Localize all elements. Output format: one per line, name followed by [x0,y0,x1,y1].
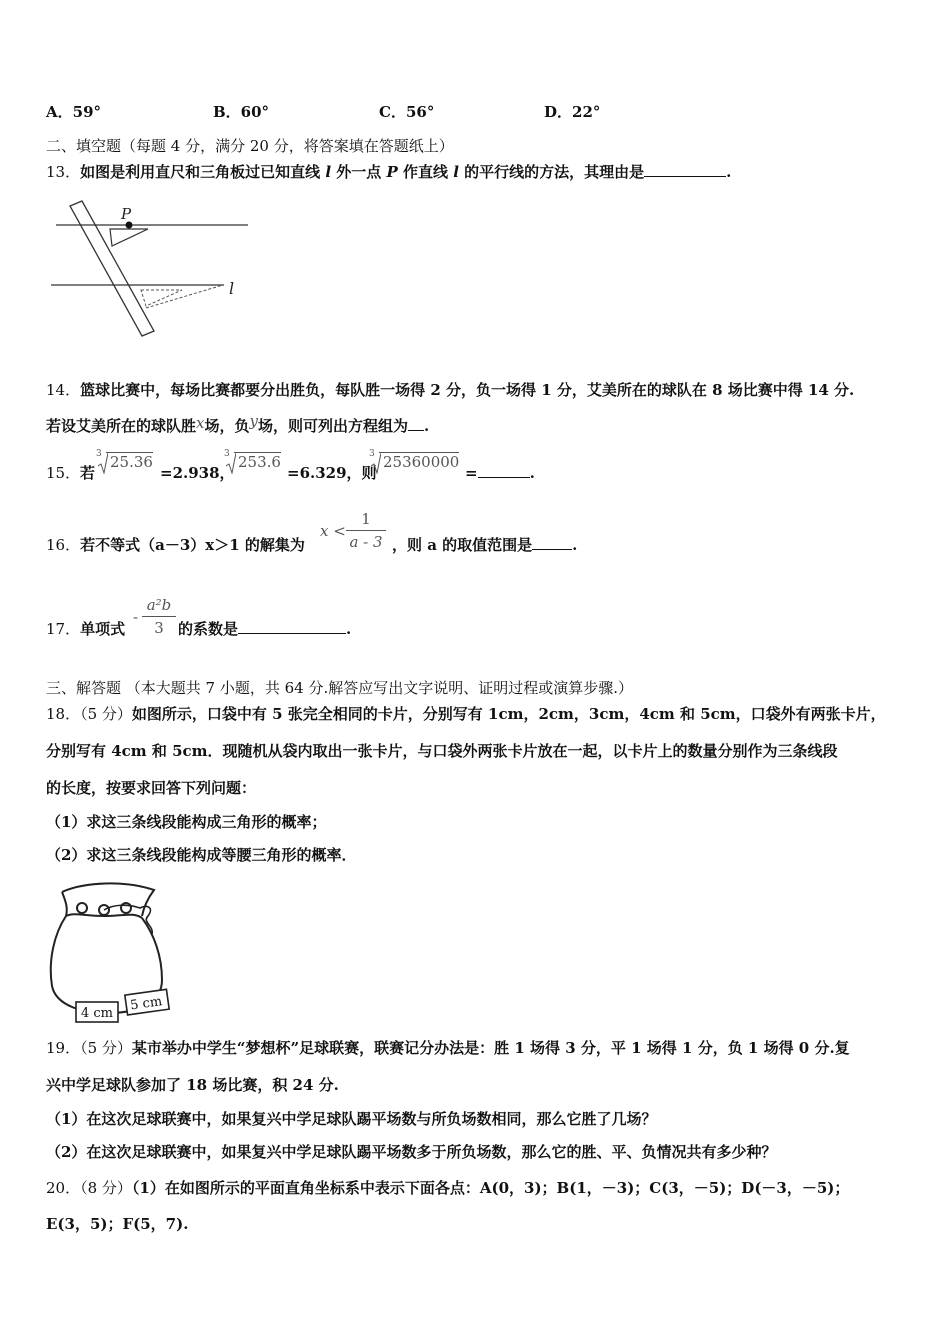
q15-answer-blank[interactable] [478,463,530,478]
q14-answer-blank[interactable] [408,416,424,431]
label-p: P [121,205,132,223]
q18-score: （5 分） [80,705,132,723]
q19-line2: 兴中学足球队参加了 18 场比赛，积 24 分. [46,1076,339,1094]
q14-line2-c: 场，则可列出方程组为 [257,417,408,435]
question-14-line2 [46,412,430,436]
q14-line2-b: 场，负 [204,417,250,435]
card-4cm [76,1002,118,1022]
q16-lhs: x < [320,522,346,540]
q19-sub2: （2）在这次足球联赛中，如果复兴中学足球队踢平场数多于所负场数，那么它的胜、平、负情况共有多少种？ [46,1143,777,1161]
q16-number: 16． [46,536,81,554]
q17-text-a: 单项式 [80,620,126,638]
question-16 [46,535,305,555]
q16-end: . [572,536,578,554]
q17-answer-blank[interactable] [238,619,346,634]
q13-P: P [386,163,398,181]
card-5cm [125,989,169,1015]
q13-end: . [726,163,732,181]
set-square-top [110,229,148,246]
q14-end: . [424,417,430,435]
q15-root-3-index: 3 [369,449,375,459]
q14-line1: 篮球比赛中，每场比赛都要分出胜负，每队胜一场得 2 分，负一场得 1 分，艾美所在的球队在 8 场比赛中得 14 分. [80,381,855,399]
q13-answer-blank[interactable] [644,162,726,177]
option-c: C．56° [379,103,435,121]
q15-end: . [529,464,535,482]
q15-eq3: = [465,464,478,482]
q17-end: . [346,620,352,638]
question-16-end [392,535,577,555]
q13-text-b: 外一点 [331,163,387,181]
q13-text-c: 作直线 [397,163,454,181]
q13-text-d: 的平行线的方法，其理由是 [458,163,645,181]
q15-root-2-index: 3 [224,449,230,459]
q19-score: （5 分） [80,1039,132,1057]
q15-root-2 [224,449,281,471]
q15-pre: 若 [80,464,96,482]
q15-eq1: =2.938， [160,464,235,482]
card-5cm-label: 5 cm [129,994,164,1014]
bag-string [104,905,152,934]
ruler [70,201,154,336]
option-d: D．22° [544,103,601,121]
q16-numerator: 1 [361,510,371,528]
q20-score: （8 分） [80,1179,132,1197]
option-b: B．60° [213,103,270,121]
q14-line2-a: 若设艾美所在的球队胜 [46,417,197,435]
q14-y: y [249,412,258,430]
q18-line3: 的长度，按要求回答下列问题： [46,779,257,797]
q19-number: 19． [46,1039,81,1057]
q17-fraction [142,596,176,637]
card-4cm-label: 4 cm [81,1006,114,1021]
q20-line2: E(3，5)；F(5，7). [46,1215,189,1233]
question-13 [46,162,731,182]
question-14-line1 [46,380,854,400]
q18-line1: 如图所示，口袋中有 5 张完全相同的卡片，分别写有 1cm，2cm，3cm，4cm 和 5cm，口袋外有两张卡片， [131,705,886,723]
q15-eq3-line [465,463,535,483]
q17-denominator: 3 [154,619,164,637]
q18-sub1: （1）求这三条线段能构成三角形的概率； [46,813,327,831]
q16-text-b: ，则 a 的取值范围是 [392,536,533,554]
option-a: A．59° [46,103,102,121]
q17-text-b: 的系数是 [178,620,239,638]
q15-eq2: =6.329，则 [287,464,377,482]
question-18-line1 [46,704,886,724]
question-20-line1 [46,1178,849,1198]
q13-l-2: l [453,163,459,181]
q13-text-a: 如图是利用直尺和三角板过已知直线 [80,163,326,181]
q16-text-a: 若不等式（a－3）x＞1 的解集为 [80,536,305,554]
knot-1 [77,903,87,913]
q14-x: x [196,414,205,432]
q15-root-3-radicand: 25360000 [379,452,459,471]
q20-number: 20． [46,1179,81,1197]
dashed-extension [146,285,223,308]
q13-figure [48,198,248,342]
q16-denominator: a - 3 [349,533,383,551]
q14-number: 14． [46,381,81,399]
question-19-line1 [46,1038,850,1058]
q19-line1: 某市举办中学生“梦想杯”足球联赛，联赛记分办法是：胜 1 场得 3 分，平 1 场得 1 分，负 1 场得 0 分.复 [131,1039,850,1057]
q19-sub1: （1）在这次足球联赛中，如果复兴中学足球队踢平场数与所负场数相同，那么它胜了几场？ [46,1110,657,1128]
q16-fraction [346,510,386,551]
q13-l: l [325,163,332,181]
q20-line1: （1）在如图所示的平面直角坐标系中表示下面各点：A(0，3)；B(1，－3)；C(3，－5)；D(－3，－5)； [131,1179,850,1197]
section-3-title: 三、解答题 （本大题共 7 小题，共 64 分.解答应写出文字说明、证明过程或演算步骤.） [46,679,634,697]
q18-line2: 分别写有 4cm 和 5cm．现随机从袋内取出一张卡片，与口袋外两张卡片放在一起，以卡片上的数量分别作为三条线段 [46,742,838,760]
label-l: l [229,279,235,298]
q18-number: 18． [46,705,81,723]
section-2-title: 二、填空题（每题 4 分，满分 20 分，将答案填在答题纸上） [46,137,454,155]
q17-numerator: a²b [146,596,172,614]
q15-number: 15． [46,464,81,482]
q18-bag-figure [44,876,174,1026]
q17-number: 17． [46,620,81,638]
question-17-end [178,619,351,639]
q15-root-3 [369,449,460,471]
q16-answer-blank[interactable] [532,535,572,550]
q17-minus: - [133,608,139,626]
q15-root-2-radicand: 253.6 [234,452,281,471]
q18-sub2: （2）求这三条线段能构成等腰三角形的概率． [46,846,357,864]
q13-number: 13． [46,163,81,181]
q15-root-1-radicand: 25.36 [106,452,153,471]
question-17 [46,619,125,639]
q15-root-1-index: 3 [96,449,102,459]
q15-root-1 [96,449,153,471]
